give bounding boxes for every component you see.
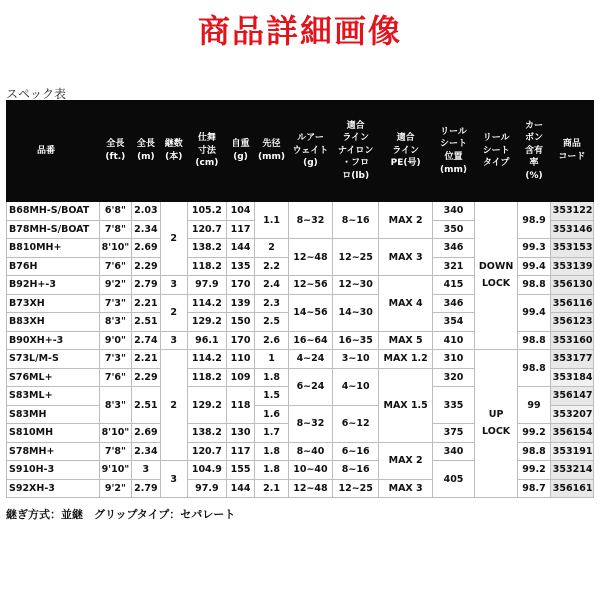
cell-line-nylon: 14~30 <box>333 294 379 331</box>
cell-lure-weight: 8~32 <box>288 405 332 442</box>
cell-lure-weight: 14~56 <box>288 294 332 331</box>
cell-weight: 170 <box>226 331 254 350</box>
header-code: 商品 コード <box>550 101 593 202</box>
cell-carbon: 98.8 <box>518 350 551 387</box>
header-closed-length: 仕舞 寸法 (cm) <box>187 101 226 202</box>
cell-tip: 2.2 <box>255 257 289 276</box>
cell-pieces: 3 <box>160 461 187 498</box>
cell-reel-position: 350 <box>432 220 474 239</box>
footnote-joint-grip: 継ぎ方式：並継 グリップタイプ：セパレート <box>6 508 236 521</box>
header-line-pe: 適合 ライン PE(号) <box>379 101 433 202</box>
cell-code: 356147 <box>550 387 593 406</box>
cell-length-ft: 7'6" <box>99 368 132 387</box>
cell-code: 353207 <box>550 405 593 424</box>
cell-code: 353177 <box>550 350 593 369</box>
cell-length-m: 2.29 <box>132 368 160 387</box>
cell-weight: 110 <box>226 350 254 369</box>
header-weight: 自重 (g) <box>226 101 254 202</box>
cell-length-ft: 7'8" <box>99 220 132 239</box>
cell-code: 356130 <box>550 276 593 295</box>
cell-reel-position: 354 <box>432 313 474 332</box>
cell-closed-length: 118.2 <box>187 368 226 387</box>
cell-closed-length: 97.9 <box>187 479 226 498</box>
cell-tip: 2.4 <box>255 276 289 295</box>
header-line-nylon: 適合 ライン ナイロン ・フロ ロ(lb) <box>333 101 379 202</box>
table-row <box>7 350 594 369</box>
cell-code: 353184 <box>550 368 593 387</box>
cell-closed-length: 104.9 <box>187 461 226 480</box>
cell-lure-weight: 12~48 <box>288 239 332 276</box>
cell-tip: 1.7 <box>255 424 289 443</box>
cell-reel-position: 415 <box>432 276 474 295</box>
cell-closed-length: 114.2 <box>187 294 226 313</box>
cell-carbon: 99.2 <box>518 424 551 443</box>
cell-name: S910H-3 <box>7 461 100 480</box>
header-lure-weight: ルアー ウェイト (g) <box>288 101 332 202</box>
cell-weight: 118 <box>226 387 254 424</box>
cell-pieces: 2 <box>160 202 187 276</box>
spec-table <box>6 100 594 498</box>
header-length-ft: 全長 (ft.) <box>99 101 132 202</box>
cell-lure-weight: 8~32 <box>288 202 332 239</box>
cell-length-m: 2.79 <box>132 479 160 498</box>
cell-reel-type: UP LOCK <box>475 350 518 498</box>
cell-line-pe: MAX 3 <box>379 479 433 498</box>
cell-length-m: 2.34 <box>132 220 160 239</box>
cell-line-nylon: 12~25 <box>333 479 379 498</box>
cell-line-pe: MAX 1.5 <box>379 368 433 442</box>
cell-closed-length: 97.9 <box>187 276 226 295</box>
cell-closed-length: 96.1 <box>187 331 226 350</box>
cell-line-nylon: 12~30 <box>333 276 379 295</box>
cell-closed-length: 118.2 <box>187 257 226 276</box>
cell-carbon: 99.3 <box>518 239 551 258</box>
cell-closed-length: 105.2 <box>187 202 226 221</box>
cell-line-nylon: 8~16 <box>333 202 379 239</box>
cell-weight: 117 <box>226 220 254 239</box>
cell-closed-length: 120.7 <box>187 442 226 461</box>
cell-tip: 1 <box>255 350 289 369</box>
cell-tip: 1.1 <box>255 202 289 239</box>
cell-length-m: 2.51 <box>132 387 160 424</box>
cell-tip: 2.6 <box>255 331 289 350</box>
cell-reel-position: 375 <box>432 424 474 443</box>
cell-length-ft: 9'0" <box>99 331 132 350</box>
cell-name: S78MH+ <box>7 442 100 461</box>
cell-name: B78MH-S/BOAT <box>7 220 100 239</box>
cell-closed-length: 120.7 <box>187 220 226 239</box>
cell-length-m: 2.74 <box>132 331 160 350</box>
cell-length-ft: 8'3" <box>99 313 132 332</box>
cell-weight: 150 <box>226 313 254 332</box>
table-row <box>7 202 594 221</box>
cell-name: S83ML+ <box>7 387 100 406</box>
cell-lure-weight: 4~24 <box>288 350 332 369</box>
cell-name: B810MH+ <box>7 239 100 258</box>
cell-carbon: 99 <box>518 387 551 424</box>
cell-lure-weight: 10~40 <box>288 461 332 480</box>
cell-tip: 2.1 <box>255 479 289 498</box>
cell-line-nylon: 12~25 <box>333 239 379 276</box>
cell-lure-weight: 16~64 <box>288 331 332 350</box>
cell-length-ft: 9'2" <box>99 479 132 498</box>
cell-weight: 139 <box>226 294 254 313</box>
cell-name: S92XH-3 <box>7 479 100 498</box>
table-header-row <box>7 101 594 202</box>
cell-code: 353139 <box>550 257 593 276</box>
header-pieces: 継数 (本) <box>160 101 187 202</box>
cell-code: 353146 <box>550 220 593 239</box>
page-title: 商品詳細画像 <box>197 12 402 50</box>
cell-length-m: 2.69 <box>132 239 160 258</box>
cell-closed-length: 114.2 <box>187 350 226 369</box>
spec-table-caption: スペック表 <box>6 87 67 101</box>
cell-weight: 135 <box>226 257 254 276</box>
cell-length-m: 2.29 <box>132 257 160 276</box>
cell-weight: 170 <box>226 276 254 295</box>
cell-length-ft: 8'10" <box>99 239 132 258</box>
cell-tip: 2.5 <box>255 313 289 332</box>
cell-length-m: 3 <box>132 461 160 480</box>
cell-pieces: 2 <box>160 294 187 331</box>
cell-name: B90XH+-3 <box>7 331 100 350</box>
cell-lure-weight: 8~40 <box>288 442 332 461</box>
cell-length-ft: 7'3" <box>99 350 132 369</box>
cell-carbon: 98.7 <box>518 479 551 498</box>
cell-tip: 1.8 <box>255 368 289 387</box>
cell-name: B83XH <box>7 313 100 332</box>
header-carbon: カー ボン 含有 率 (%) <box>518 101 551 202</box>
cell-reel-position: 346 <box>432 294 474 313</box>
cell-tip: 1.8 <box>255 461 289 480</box>
cell-code: 353122 <box>550 202 593 221</box>
cell-name: B73XH <box>7 294 100 313</box>
cell-length-ft: 9'2" <box>99 276 132 295</box>
cell-length-ft: 6'8" <box>99 202 132 221</box>
cell-length-ft: 7'6" <box>99 257 132 276</box>
cell-reel-position: 321 <box>432 257 474 276</box>
cell-pieces: 3 <box>160 331 187 350</box>
cell-code: 353214 <box>550 461 593 480</box>
cell-length-m: 2.69 <box>132 424 160 443</box>
cell-tip: 2.3 <box>255 294 289 313</box>
cell-length-ft: 8'10" <box>99 424 132 443</box>
cell-weight: 144 <box>226 479 254 498</box>
cell-length-ft: 7'8" <box>99 442 132 461</box>
cell-name: S76ML+ <box>7 368 100 387</box>
cell-weight: 144 <box>226 239 254 258</box>
cell-length-m: 2.03 <box>132 202 160 221</box>
cell-line-nylon: 4~10 <box>333 368 379 405</box>
header-name: 品番 <box>7 101 100 202</box>
cell-code: 356123 <box>550 313 593 332</box>
cell-line-pe: MAX 4 <box>379 276 433 332</box>
cell-pieces: 3 <box>160 276 187 295</box>
cell-length-m: 2.34 <box>132 442 160 461</box>
cell-tip: 1.6 <box>255 405 289 424</box>
cell-reel-position: 405 <box>432 461 474 498</box>
header-reel-position: リール シート 位置 (mm) <box>432 101 474 202</box>
cell-carbon: 98.8 <box>518 331 551 350</box>
cell-length-m: 2.21 <box>132 294 160 313</box>
cell-carbon: 98.8 <box>518 442 551 461</box>
cell-line-pe: MAX 2 <box>379 442 433 479</box>
cell-line-pe: MAX 2 <box>379 202 433 239</box>
cell-lure-weight: 12~56 <box>288 276 332 295</box>
cell-reel-position: 340 <box>432 442 474 461</box>
cell-name: S73L/M-S <box>7 350 100 369</box>
cell-length-ft: 8'3" <box>99 387 132 424</box>
cell-code: 356116 <box>550 294 593 313</box>
cell-carbon: 99.4 <box>518 257 551 276</box>
header-tip: 先径 (mm) <box>255 101 289 202</box>
cell-name: B92H+-3 <box>7 276 100 295</box>
cell-code: 353153 <box>550 239 593 258</box>
cell-name: S83MH <box>7 405 100 424</box>
cell-code: 356154 <box>550 424 593 443</box>
cell-line-pe: MAX 1.2 <box>379 350 433 369</box>
cell-code: 353160 <box>550 331 593 350</box>
cell-length-m: 2.79 <box>132 276 160 295</box>
cell-tip: 2 <box>255 239 289 258</box>
cell-reel-position: 320 <box>432 368 474 387</box>
cell-reel-position: 340 <box>432 202 474 221</box>
cell-carbon: 98.9 <box>518 202 551 239</box>
cell-closed-length: 138.2 <box>187 424 226 443</box>
cell-weight: 155 <box>226 461 254 480</box>
cell-closed-length: 129.2 <box>187 313 226 332</box>
cell-reel-position: 335 <box>432 387 474 424</box>
cell-name: B76H <box>7 257 100 276</box>
cell-reel-position: 410 <box>432 331 474 350</box>
cell-length-m: 2.21 <box>132 350 160 369</box>
cell-line-nylon: 6~16 <box>333 442 379 461</box>
cell-length-m: 2.51 <box>132 313 160 332</box>
header-length-m: 全長 (m) <box>132 101 160 202</box>
cell-weight: 117 <box>226 442 254 461</box>
cell-reel-position: 310 <box>432 350 474 369</box>
cell-weight: 104 <box>226 202 254 221</box>
cell-line-pe: MAX 3 <box>379 239 433 276</box>
cell-closed-length: 138.2 <box>187 239 226 258</box>
cell-tip: 1.8 <box>255 442 289 461</box>
cell-line-pe: MAX 5 <box>379 331 433 350</box>
cell-name: S810MH <box>7 424 100 443</box>
cell-line-nylon: 16~35 <box>333 331 379 350</box>
cell-reel-type: DOWN LOCK <box>475 202 518 350</box>
cell-weight: 130 <box>226 424 254 443</box>
cell-pieces: 2 <box>160 350 187 461</box>
cell-line-nylon: 6~12 <box>333 405 379 442</box>
cell-carbon: 99.4 <box>518 294 551 331</box>
cell-length-ft: 7'3" <box>99 294 132 313</box>
cell-code: 356161 <box>550 479 593 498</box>
cell-closed-length: 129.2 <box>187 387 226 424</box>
cell-reel-position: 346 <box>432 239 474 258</box>
header-reel-type: リール シート タイプ <box>475 101 518 202</box>
cell-code: 353191 <box>550 442 593 461</box>
cell-carbon: 98.8 <box>518 276 551 295</box>
cell-line-nylon: 8~16 <box>333 461 379 480</box>
cell-lure-weight: 12~48 <box>288 479 332 498</box>
cell-name: B68MH-S/BOAT <box>7 202 100 221</box>
cell-length-ft: 9'10" <box>99 461 132 480</box>
cell-line-nylon: 3~10 <box>333 350 379 369</box>
cell-carbon: 99.2 <box>518 461 551 480</box>
cell-lure-weight: 6~24 <box>288 368 332 405</box>
cell-weight: 109 <box>226 368 254 387</box>
cell-tip: 1.5 <box>255 387 289 406</box>
